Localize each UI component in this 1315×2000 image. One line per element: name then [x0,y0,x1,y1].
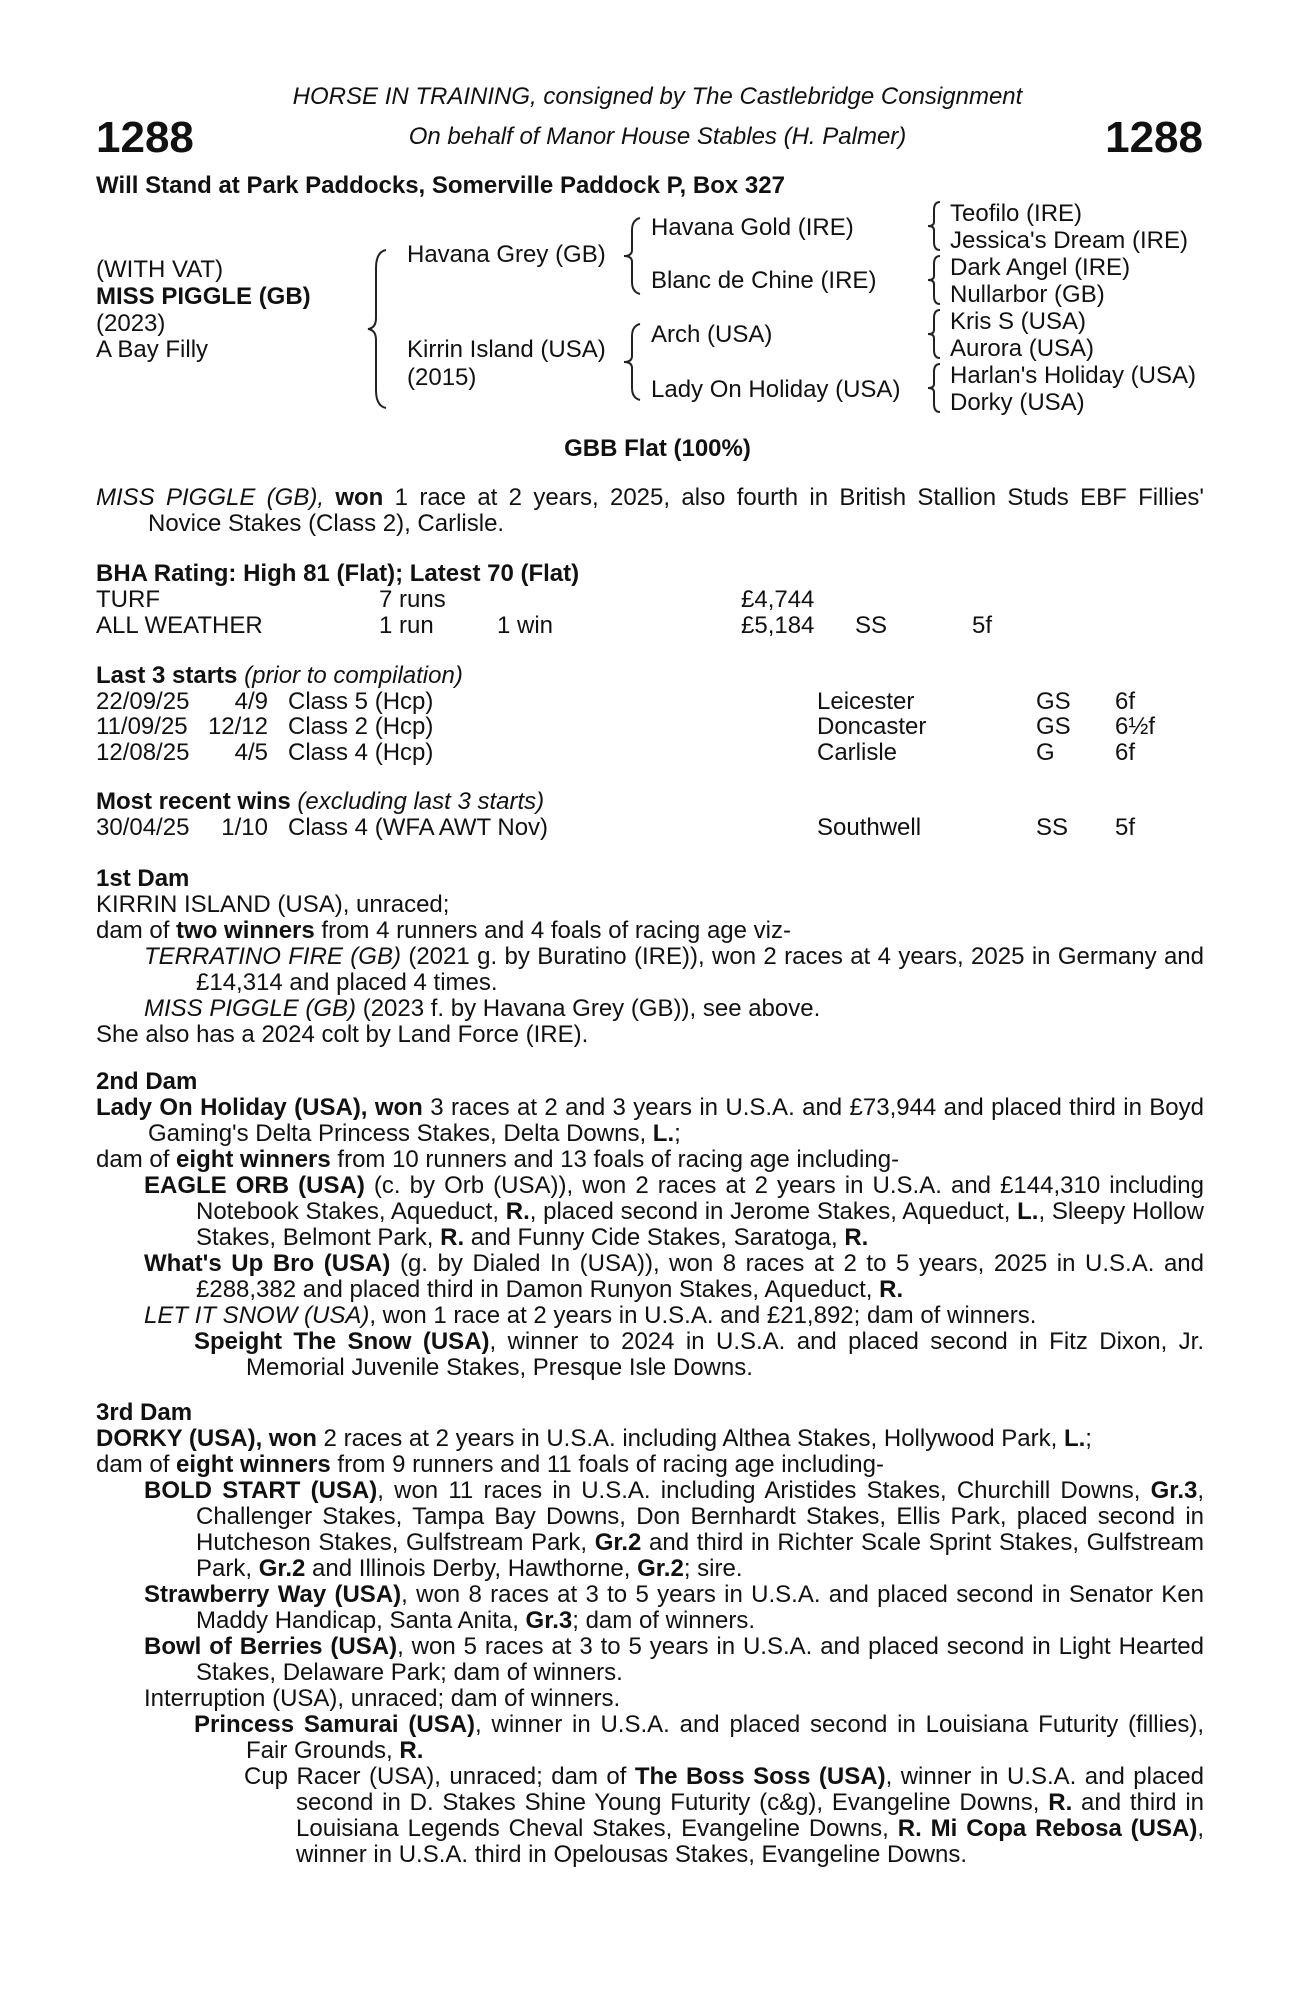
start-position: 12/12 [207,713,268,740]
sire-sire: Havana Gold (IRE) [651,214,854,241]
pedigree-bracket [366,248,390,410]
horse-year: (2023) [96,310,166,337]
first-dam-heading: 1st Dam [96,865,190,892]
rating-money: £5,184 [741,612,815,639]
first-dam-entry: TERRATINO FIRE (GB) (2021 g. by Buratino (IRE)), won 2 races at 4 years, 2025 in Germany and £14,314 and placed 4 times. [144,943,1204,996]
start-date: 12/08/25 [96,739,190,766]
third-dam-heading: 3rd Dam [96,1399,193,1426]
start-date: 11/09/25 [96,713,188,740]
start-position: 4/9 [234,688,268,715]
second-dam-sub-entry: Speight The Snow (USA), winner to 2024 in U.S.A. and placed second in Fitz Dixon, Jr. Memorial Juvenile Stakes, Presque Isle Downs. [194,1328,1204,1381]
second-dam-entry: LET IT SNOW (USA), won 1 race at 2 years in U.S.A. and £21,892; dam of winners. [144,1302,1037,1329]
third-dam-entry: Interruption (USA), unraced; dam of winners. [144,1685,621,1712]
first-dam-entry: MISS PIGGLE (GB) (2023 f. by Havana Grey (GB)), see above. [144,995,821,1022]
g3-bracket-4 [924,362,944,414]
rating-going: SS [855,612,888,639]
start-date: 22/09/25 [96,688,190,715]
dam-year: (2015) [407,364,477,391]
horse-name: MISS PIGGLE (GB) [96,283,311,310]
sire-bracket [622,216,644,296]
win-date: 30/04/25 [96,814,190,841]
win-going: SS [1036,814,1069,841]
g3-ssd: Jessica's Dream (IRE) [950,227,1188,254]
bha-rating: BHA Rating: High 81 (Flat); Latest 70 (Flat) [96,560,580,587]
dam-dam: Lady On Holiday (USA) [651,376,901,403]
dam-name: Kirrin Island (USA) [407,336,606,363]
gbb-label: GBB Flat (100%) [564,435,751,462]
first-dam-section: 1st Dam KIRRIN ISLAND (USA), unraced; dam of two winners from 4 runners and 4 foals of racing age viz- TERRATINO FIRE (GB) (2021 g. by Buratino (IRE)), won 2 races at 4 years, 2025 in Germany and £14,314 and placed 4 times. MISS PIGGLE (GB) (2023 f. by Havana Grey (GB)), see above. She also has a 2024 colt by Land Force (IRE). [96,865,1204,1048]
recent-wins-heading: Most recent wins (excluding last 3 starts) [96,788,545,815]
vat-label: (WITH VAT) [96,256,224,283]
summary-text: 1 race at 2 years, 2025, also fourth in British Stallion Studs EBF Fillies' Novice Stakes (Class 2), Carlisle. [148,484,1205,537]
summary-paragraph [96,485,1204,537]
lot-number-left: 1288 [96,113,194,162]
start-distance: 6f [1115,739,1136,766]
g3-bracket-1 [924,200,944,252]
rating-wins: 1 win [497,612,554,639]
third-dam-section: 3rd Dam DORKY (USA), won 2 races at 2 years in U.S.A. including Althea Stakes, Hollywood Park, L.; dam of eight winners from 9 runners and 11 foals of racing age including- BOLD START (USA), won 11 races in U.S.A. including Aristides Stakes, Churchill Downs, Gr.3, Challenger Stakes, Tampa Bay Downs, Don Bernhardt Stakes, Ellis Park, placed second in Hutcheson Stakes, Gulfstream Park, Gr.2 and third in Richter Scale Sprint Stakes, Gulfstream Park, Gr.2 and Illinois Derby, Hawthorne, Gr.2; sire. Strawberry Way (USA), won 8 races at 3 to 5 years in U.S.A. and placed second in Senator Ken Maddy Handicap, Santa Anita, Gr.3; dam of winners. Bowl of Berries (USA), won 5 races at 3 to 5 years in U.S.A. and placed second in Light Hearted Stakes, Delaware Park; dam of winners. Interruption (USA), unraced; dam of winners. Princess Samurai (USA), winner in U.S.A. and placed second in Louisiana Futurity (fillies), Fair Grounds, R. Cup Racer (USA), unraced; dam of The Boss Soss (USA), winner in U.S.A. and placed second in D. Stakes Shine Young Futurity (c&g), Evangeline Downs, R. and third in Louisiana Legends Cheval Stakes, Evangeline Downs, R. Mi Copa Rebosa (USA), winner in U.S.A. third in Opelousas Stakes, Evangeline Downs. [96,1399,1205,1868]
rating-money: £4,744 [741,586,815,613]
g3-dsd: Aurora (USA) [950,335,1095,362]
start-position: 4/5 [234,739,268,766]
on-behalf-line: On behalf of Manor House Stables (H. Palmer) [408,123,907,150]
first-dam-line: KIRRIN ISLAND (USA), unraced; [96,891,450,918]
win-distance: 5f [1115,814,1136,841]
sire-name: Havana Grey (GB) [407,241,606,268]
second-dam-section: 2nd Dam Lady On Holiday (USA), won 3 races at 2 and 3 years in U.S.A. and £73,944 and placed third in Boyd Gaming's Delta Princess Stakes, Delta Downs, L.; dam of eight winners from 10 runners and 13 foals of racing age including- EAGLE ORB (USA) (c. by Orb (USA)), won 2 races at 2 years in U.S.A. and £144,310 including Notebook Stakes, Aqueduct, R., placed second in Jerome Stakes, Aqueduct, L., Sleepy Hollow Stakes, Belmont Park, R. and Funny Cide Stakes, Saratoga, R. What's Up Bro (USA) (g. by Dialed In (USA)), won 8 races at 2 to 5 years, 2025 in U.S.A. and £288,382 and placed third in Damon Runyon Stakes, Aqueduct, R. LET IT SNOW (USA), won 1 race at 2 years in U.S.A. and £21,892; dam of winners. Speight The Snow (USA), winner to 2024 in U.S.A. and placed second in Fitz Dixon, Jr. Memorial Juvenile Stakes, Presque Isle Downs. [96,1068,1205,1381]
second-dam-heading: 2nd Dam [96,1068,198,1095]
rating-surface: TURF [96,586,160,613]
start-course: Carlisle [817,739,898,766]
rating-runs: 1 run [379,612,434,639]
consignment-line: HORSE IN TRAINING, consigned by The Castlebridge Consignment [292,83,1023,110]
horse-description: A Bay Filly [96,336,209,363]
rating-surface: ALL WEATHER [96,612,263,639]
dam-sire: Arch (USA) [651,321,773,348]
start-race: Class 4 (Hcp) [288,739,434,766]
lot-number-right: 1288 [1105,113,1203,162]
win-position: 1/10 [221,814,268,841]
third-dam-entry: Bowl of Berries (USA), won 5 races at 3 to 5 years in U.S.A. and placed second in Light Hearted Stakes, Delaware Park; dam of winners. [144,1633,1204,1686]
start-race: Class 2 (Hcp) [288,713,434,740]
g3-bracket-2 [924,254,944,306]
second-dam-entry: What's Up Bro (USA) (g. by Dialed In (USA)), won 8 races at 2 to 5 years, 2025 in U.S.A. and £288,382 and placed third in Damon Runyon Stakes, Aqueduct, R. [144,1250,1204,1303]
g3-bracket-3 [924,308,944,360]
start-course: Leicester [817,688,915,715]
g3-dds: Harlan's Holiday (USA) [950,362,1196,389]
g3-sds: Dark Angel (IRE) [950,254,1131,281]
g3-ddd: Dorky (USA) [950,389,1085,416]
start-going: GS [1036,688,1071,715]
third-dam-entry: Strawberry Way (USA), won 8 races at 3 to 5 years in U.S.A. and placed second in Senator Ken Maddy Handicap, Santa Anita, Gr.3; dam of winners. [144,1581,1204,1634]
third-dam-sub-entry: Princess Samurai (USA), winner in U.S.A. and placed second in Louisiana Futurity (fillies), Fair Grounds, R. [194,1711,1204,1764]
win-race: Class 4 (WFA AWT Nov) [288,814,549,841]
start-race: Class 5 (Hcp) [288,688,434,715]
win-course: Southwell [817,814,922,841]
g3-sss: Teofilo (IRE) [950,200,1083,227]
third-dam-sub-entry: Cup Racer (USA), unraced; dam of The Boss Soss (USA), winner in U.S.A. and placed second in D. Stakes Shine Young Futurity (c&g), Evangeline Downs, R. and third in Louisiana Legends Cheval Stakes, Evangeline Downs, R. Mi Copa Rebosa (USA), winner in U.S.A. third in Opelousas Stakes, Evangeline Downs. [244,1763,1205,1868]
summary-won: won [335,484,384,511]
last-starts-heading: Last 3 starts (prior to compilation) [96,662,463,689]
first-dam-foal-note: She also has a 2024 colt by Land Force (IRE). [96,1021,589,1048]
dam-bracket [622,322,644,402]
rating-runs: 7 runs [379,586,446,613]
g3-sdd: Nullarbor (GB) [950,281,1105,308]
start-going: G [1036,739,1055,766]
start-distance: 6f [1115,688,1136,715]
start-going: GS [1036,713,1071,740]
second-dam-entry: EAGLE ORB (USA) (c. by Orb (USA)), won 2 races at 2 years in U.S.A. and £144,310 including Notebook Stakes, Aqueduct, R., placed second in Jerome Stakes, Aqueduct, L., Sleepy Hollow Stakes, Belmont Park, R. and Funny Cide Stakes, Saratoga, R. [144,1172,1205,1251]
start-distance: 6½f [1115,713,1156,740]
rating-distance: 5f [972,612,993,639]
start-course: Doncaster [817,713,927,740]
stand-location: Will Stand at Park Paddocks, Somerville Paddock P, Box 327 [96,172,785,199]
g3-dss: Kris S (USA) [950,308,1087,335]
third-dam-entry: BOLD START (USA), won 11 races in U.S.A. including Aristides Stakes, Churchill Downs, Gr.3, Challenger Stakes, Tampa Bay Downs, Don Bernhardt Stakes, Ellis Park, placed second in Hutcheson Stakes, Gulfstream Park, Gr.2 and third in Richter Scale Sprint Stakes, Gulfstream Park, Gr.2 and Illinois Derby, Hawthorne, Gr.2; sire. [144,1477,1205,1582]
summary-horse-name: MISS PIGGLE (GB), [96,484,325,511]
sire-dam: Blanc de Chine (IRE) [651,267,877,294]
